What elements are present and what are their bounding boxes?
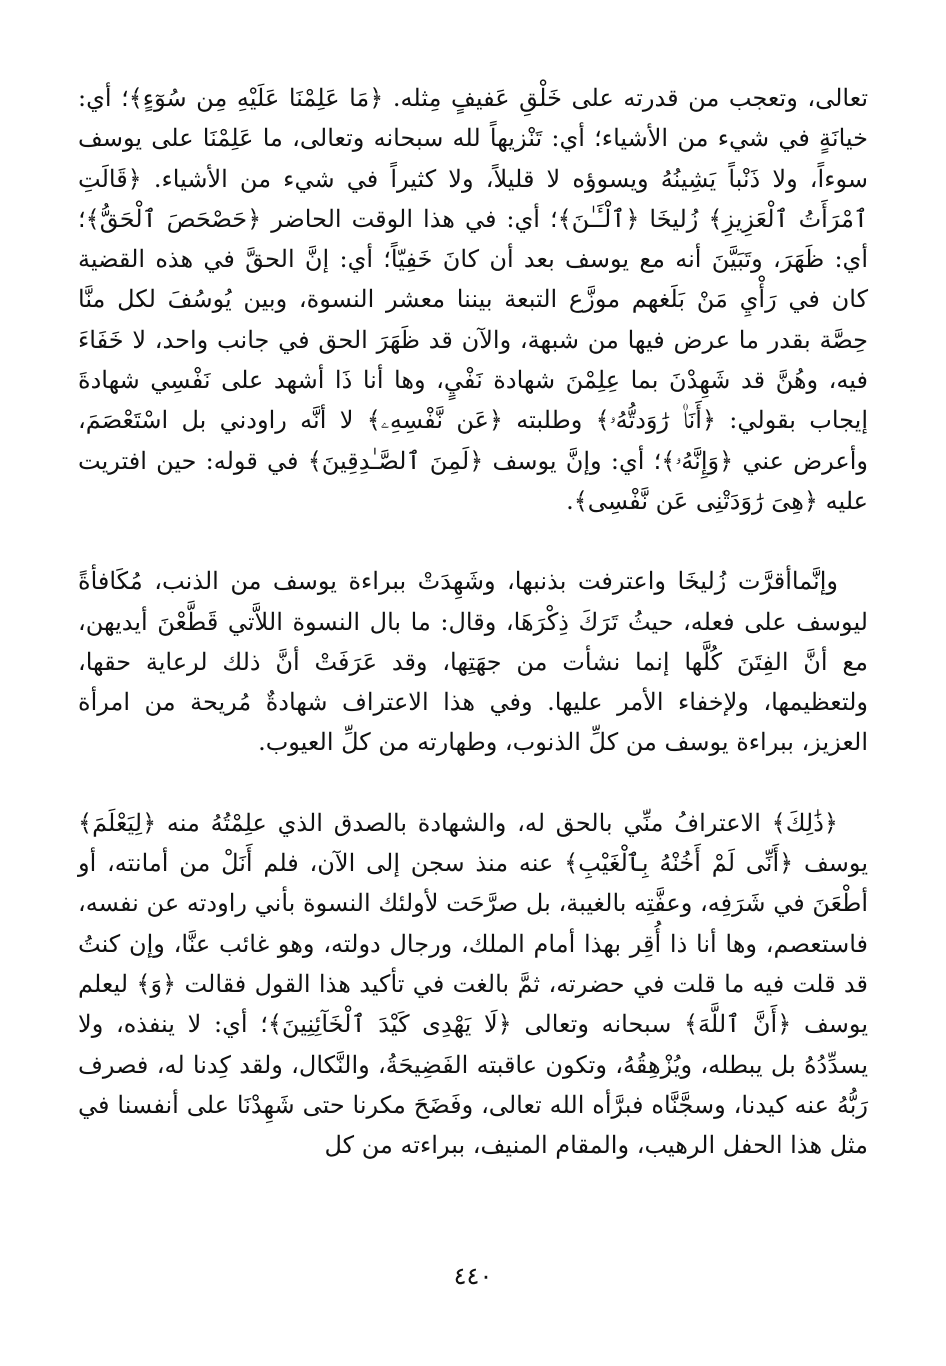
page-number: ٤٤٠	[453, 1262, 493, 1290]
paragraph-3: ﴿ذَٰلِكَ﴾ الاعترافُ منِّي بالحق له، والشهادة بالصدق الذي علِمْتُهُ منه ﴿لِيَعْلَمَ﴾ يوسف ﴿أَنِّى لَمْ أَخُنْهُ بِٱلْغَيْبِ﴾ عنه منذ سجن إلى الآن، فلم أَنَلْ من أمانته، أو أطْعَنَ في شَرَفِه، وعفَّتِه بالغيبة، بل صرَّحَت لأولئك النسوة بأني راودته عن نفسه، فاستعصم، وها أنا ذا أُقِر بهذا أمام الملك، ورجال دولته، وهو غائب عنَّا، وإن كنتُ قد قلت فيه ما قلت في حضرته، ثمَّ بالغت في تأكيد هذا القول فقالت ﴿وَ﴾ ليعلم يوسف ﴿أَنَّ ٱللَّهَ﴾ سبحانه وتعالى ﴿لَا يَهْدِى كَيْدَ ٱلْخَآئِنِينَ﴾؛ أي: لا ينفذه، ولا يسدِّدُهُ بل يبطله، ويُزْهِقُهُ، وتكون عاقبته الفَضِيحَةُ، والنَّكال، ولقد كِدنا له، فصرف رَبُّهُ عنه كيدنا، وسجَّنَّاه فبرَّأه الله تعالى، وفَضَحَ مكرنا حتى شَهِدْنَا على أنفسنا في مثل هذا الحفل الرهيب، والمقام المنيف، ببراءته من كل	[78, 808, 868, 1160]
paragraph-1: تعالى، وتعجب من قدرته على خَلْقِ عَفيفٍ مِثله. ﴿مَا عَلِمْنَا عَلَيْهِ مِن سُوٓءٍ﴾؛ أي: خيانَةٍ في شيء من الأشياء؛ أي: تَنْزيهاً لله سبحانه وتعالى، ما عَلِمْنَا على يوسف سوءاً، ولا ذَنْباً يَشِينُهُ ويسوؤه لا قليلاً، ولا كثيراً في شيء من الأشياء. ﴿قَالَتِ ٱمْرَأَتُ ٱلْعَزِيزِ﴾ زُليخَا ﴿ٱلْـَٔـٰنَ﴾؛ أي: في هذا الوقت الحاضر ﴿حَصْحَصَ ٱلْحَقُّ﴾؛ أي: ظَهَرَ، وتَبَيَّنَ أنه مع يوسف بعد أن كانَ خَفِيّاً؛ أي: إنَّ الحقَّ في هذه القضية كان في رَأْيِ مَنْ بَلَغهم موزَّع التبعة بيننا معشر النسوة، وبين يُوسُفَ لكل منَّا حِصَّة بقدر ما عرض فيها من شبهة، والآن قد ظَهَرَ الحق في جانب واحد، لا خَفَاءَ فيه، وهُنَّ قد شَهِدْنَ بما عِلِمْنَ شهادة نَفْيٍ، وها أنا ذَا أشهد على نَفْسِي شهادةَ إيجاب بقولي: ﴿أَنَا۠ رَٰوَدتُّهُۥ﴾ وطلبته ﴿عَن نَّفْسِهِۦ﴾ لا أنَّه راودني بل اسْتَعْصَمَ، وأعرض عني ﴿وَإِنَّهُۥ﴾؛ أي: وإنَّ يوسف ﴿لَمِنَ ٱلصَّـٰدِقِينَ﴾ في قوله: حين افتريت عليه ﴿هِىَ رَٰوَدَتْنِى عَن نَّفْسِى﴾.	[78, 84, 869, 515]
page-body	[78, 78, 868, 1165]
paragraph-2: وإنَّماأقرَّت زُليخَا واعترفت بذنبها، وشَهِدَتْ ببراءة يوسف من الذنب، مُكَافأةً ليوسف على فعله، حيثُ تَرَكَ ذِكْرَهَا، وقال: ما بال النسوة اللاَّتي قَطَّعْنَ أيديهن، مع أنَّ الفِتَنَ كُلَّها إنما نشأت من جهَتِها، وقد عَرَفَتْ أنَّ ذلك لرعاية حقها، ولتعظيمها، ولإخفاء الأمر عليها. وفي هذا الاعتراف شهادةٌ مُريحة من امرأة العزيز، ببراءة يوسف من كلِّ الذنوب، وطهارته من كلِّ العيوب.	[78, 567, 868, 757]
